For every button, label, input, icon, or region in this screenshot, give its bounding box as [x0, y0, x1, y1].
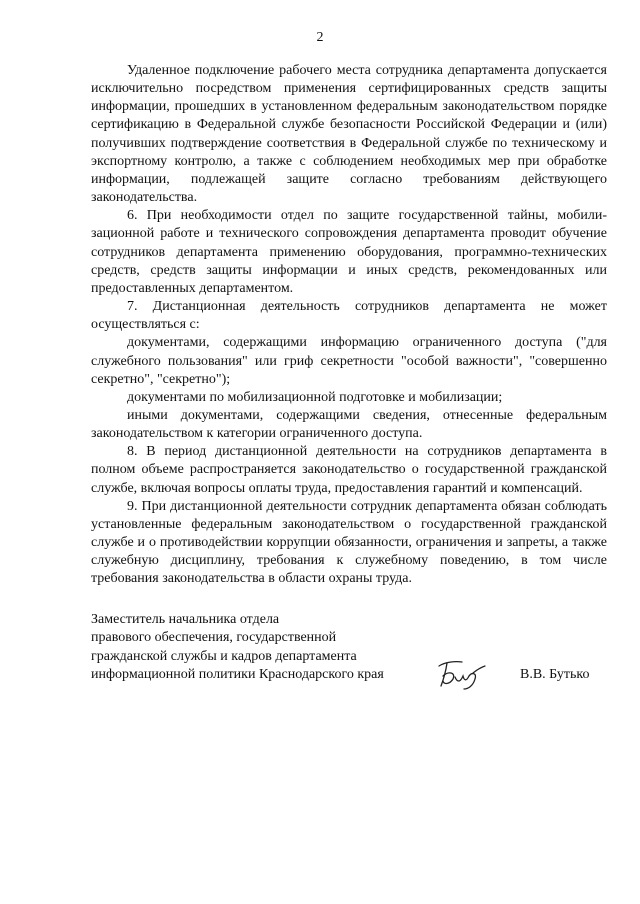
- signatory-position-line: правового обеспечения, государственной: [91, 630, 337, 646]
- signatory-position-line: Заместитель начальника отдела: [91, 612, 280, 627]
- paragraph-item-6: 6. При необходимости отдел по защите государственной тайны, мобилизационной работе и технического сопровождения департамента проводит обучение сотрудников департамента применению оборудования, программно-технических средств, средств защиты информации и иных средств, рекомендованных или предоставленных департаментом.: [91, 208, 607, 296]
- paragraph-item-7: 7. Дистанционная деятельность сотрудников департамента не может осуществляться с:: [91, 299, 607, 333]
- paragraph-item-8: 8. В период дистанционной деятельности на сотрудников департамента в полном объеме распространяется законодательство о государственной гражданской службе, включая вопросы оплаты труда, предоставления гарантий и компенсаций.: [91, 444, 607, 496]
- document-body: [91, 62, 607, 589]
- signatory-position: [91, 611, 384, 685]
- signatory-position-line: гражданской службы и кадров департамента: [91, 648, 357, 664]
- paragraph-remote-connection: Удаленное подключение рабочего места сотрудника департамента допускается исключительно посредством применения сертифицированных средств защиты информации, прошедших в установленном федеральным законодательством порядке сертификацию в Федеральной службе безопасности Российской Федерации и (или) получивших подтверждение соответствия в Федеральной службе по техническому и экспортному контролю, а также с соблюдением необходимых мер при обработке информации, подлежащей защите согласно требованиям действующего законодательства.: [91, 63, 607, 206]
- page-number: 2: [316, 30, 324, 45]
- paragraph-other-documents: иными документами, содержащими сведения, отнесенные федеральным законодательством к категории ограниченного доступа.: [91, 407, 607, 442]
- paragraph-item-9: 9. При дистанционной деятельности сотрудник департамента обязан соблюдать установленные федеральным законодательством о государственной гражданской службе и о противодействии коррупции обязанности, ограничения и запреты, а также служебную дисциплину, требования к служебному поведению, в том числе требования законодательства в области охраны труда.: [91, 498, 607, 587]
- signature-block: [91, 611, 607, 691]
- signatory-name: В.В. Бутько: [520, 667, 590, 682]
- paragraph-mobilization-documents: документами по мобилизационной подготовке и мобилизации;: [127, 389, 503, 405]
- signatory-position-line: информационной политики Краснодарского края: [91, 667, 384, 683]
- paragraph-restricted-documents: документами, содержащими информацию ограниченного доступа ("для служебного пользования" или гриф секретности "особой важности", "совершенно секретно", "секретно");: [91, 335, 607, 387]
- handwritten-signature: [435, 656, 487, 690]
